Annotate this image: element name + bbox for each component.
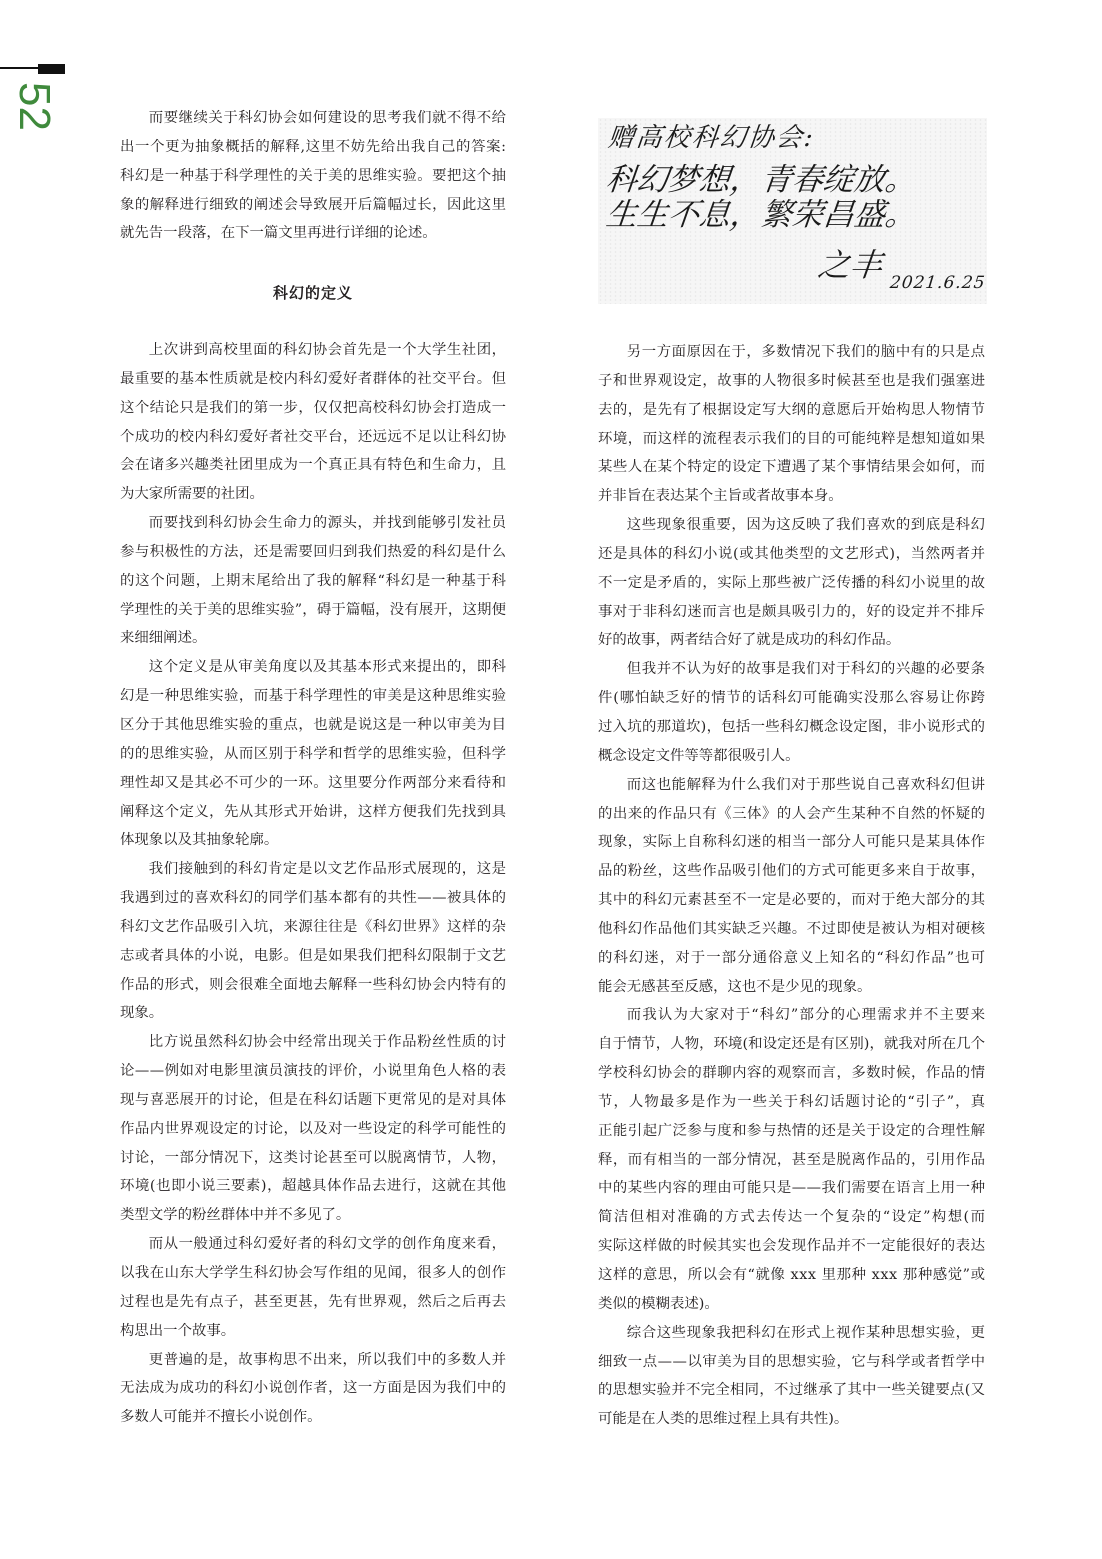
signature: 之丰 [816,246,885,284]
text-line: 中的某些内容的理由可能只是——我们需要在语言上用一种 [598,1180,986,1197]
page-number: 52 [10,82,59,131]
text-line: 不一定是矛盾的，实际上那些被广泛传播的科幻小说里的故 [598,574,986,591]
text-line: 细致一点——以审美为目的思想实验，它与科学或者哲学中 [598,1353,986,1370]
text-line: 区分于其他思维实验的重点，也就是说这是一种以审美为目 [120,716,507,733]
text-line: 以我在山东大学学生科幻协会写作组的见闻，很多人的创作 [120,1265,507,1281]
text-line: 的科幻迷，对于一部分通俗意义上知名的“科幻作品”也可 [598,949,987,966]
text-line: 科幻是一种基于科学理性的关于美的思维实验。要把这个抽 [120,167,507,184]
body-paragraph [598,655,985,770]
text-line: 的的思维实验，从而区别于科学和哲学的思维实验，但科学 [120,745,507,762]
text-line: 的思想实验并不完全相同，不过继承了其中一些关键要点(又 [598,1382,986,1399]
body-paragraph [598,1319,985,1434]
text-line: 这样的意思，所以会有“就像 xxx 里那种 xxx 那种感觉”或 [598,1267,986,1283]
text-line: 为大家所需要的社团。 [120,486,264,503]
page-marker-bar [38,64,65,74]
body-paragraph [120,1346,506,1433]
text-line: 个成功的校内科幻爱好者社交平台，还远远不足以让科幻协 [120,428,507,445]
text-line: 环境(也即小说三要素)，超越具体作品去进行，这就在其他 [120,1178,507,1195]
text-line: 环境，而这样的流程表示我们的目的可能纯粹是想知道如果 [598,430,986,447]
text-line: 去的，是先有了根据设定写大纲的意愿后开始构思人物情节 [598,401,986,418]
inscription-line: 赠高校科幻协会: [606,123,817,153]
text-line: 实际这样做的时候其实也会发现作品并不一定能很好的表达 [598,1238,986,1255]
text-line: 幻是一种思维实验，而基于科学理性的审美是这种思维实验 [120,688,507,705]
body-paragraph [598,338,985,511]
text-line: 这些现象很重要，因为这反映了我们喜欢的到底是科幻 [626,517,986,534]
body-paragraph [120,336,506,509]
text-line: 子和世界观设定，故事的人物很多时候甚至也是我们强塞进 [598,372,986,389]
text-line: 事对于非科幻迷而言也是颇具吸引力的，好的设定并不排斥 [598,603,986,620]
left-column-body [120,336,506,1432]
text-line: 而要找到科幻协会生命力的源头，并找到能够引发社员 [148,515,507,532]
right-column-body [598,338,985,1434]
text-line: 其中的科幻元素甚至不一定是必要的，而对于绝大部分的其 [598,892,986,909]
text-line: 概念设定文件等等都很吸引人。 [598,747,800,764]
text-line: 的出来的作品只有《三体》的人会产生某种不自然的怀疑的 [598,805,986,822]
text-line: 件(哪怕缺乏好的情节的话科幻可能确实没那么容易让你跨 [598,690,986,707]
text-line: 自于情节，人物，环境(和设定还是有区别)，就我对所在几个 [598,1036,986,1053]
text-line: 阐释这个定义，先从其形式开始讲，这样方便我们先找到具 [120,803,507,820]
body-paragraph [120,1230,506,1345]
text-line: 节，人物最多是作为一些关于科幻话题讨论的“引子”，真 [598,1093,987,1110]
text-line: 出一个更为抽象概括的解释,这里不妨先给出我自己的答案: [120,138,507,155]
text-line: 而从一般通过科幻爱好者的科幻文学的创作角度来看， [148,1236,507,1253]
text-line: 上次讲到高校里面的科幻协会首先是一个大学生社团， [148,342,507,358]
text-line: 某些人在某个特定的设定下遭遇了某个事情结果会如何，而 [598,459,986,476]
text-line: 志或者具体的小说，电影。但是如果我们把科幻限制于文艺 [120,947,507,964]
text-line: 我们接触到的科幻肯定是以文艺作品形式展现的，这是 [148,861,507,878]
text-line: 他科幻作品他们其实缺乏兴趣。不过即使是被认为相对硬核 [598,920,986,937]
text-line: 会在诸多兴趣类社团里成为一个真正具有特色和生命力，且 [120,457,507,474]
body-paragraph [598,771,985,1002]
body-paragraph [598,511,985,655]
text-line: 正能引起广泛参与度和参与热情的还是关于设定的合理性解 [598,1122,986,1139]
text-line: 过程也是先有点子，甚至更甚，先有世界观，然后之后再去 [120,1293,507,1310]
text-line: 最重要的基本性质就是校内科幻爱好者群体的社交平台。但 [120,370,507,387]
body-paragraph [120,509,506,653]
text-line: 能会无感甚至反感，这也不是少见的现象。 [598,978,872,995]
text-line: 类似的模糊表述)。 [598,1295,719,1312]
text-line: 象的解释进行细致的阐述会导致展开后篇幅过长，因此这里 [120,196,507,213]
text-line: 的这个问题，上期末尾给出了我的解释“科幻是一种基于科 [120,572,507,589]
section-heading: 科幻的定义 [272,284,353,302]
text-line: 这个定义是从审美角度以及其基本形式来提出的，即科 [148,659,507,676]
text-line: 现象，实际上自称科幻迷的相当一部分人可能只是某具体作 [598,834,986,851]
handwritten-inscription [598,118,987,304]
text-line: 科幻文艺作品吸引入坑，来源往往是《科幻世界》这样的杂 [120,918,507,935]
body-paragraph [120,855,506,1028]
text-line: 另一方面原因在于，多数情况下我们的脑中有的只是点 [626,344,986,360]
text-line: 多数人可能并不擅长小说创作。 [120,1409,322,1426]
text-line: 现象。 [120,1005,164,1022]
text-line: 讨论，一部分情况下，这类讨论甚至可以脱离情节，人物， [120,1149,507,1166]
text-line: 可能是在人类的思维过程上具有共性)。 [598,1411,849,1428]
text-line: 综合这些现象我把科幻在形式上视作某种思想实验，更 [626,1324,986,1341]
page-marker-line [0,67,40,69]
text-line: 体现象以及其抽象轮廓。 [120,832,279,849]
text-line: 现与喜恶展开的讨论，但是在科幻话题下更常见的是对具体 [120,1091,507,1108]
inscription-date: 2021.6.25 [888,273,987,293]
text-line: 还是具体的科幻小说(或其他类型的文艺形式)，当然两者并 [598,545,986,562]
text-line: 但我并不认为好的故事是我们对于科幻的兴趣的必要条 [626,661,986,678]
text-line: 类型文学的粉丝群体中并不多见了。 [120,1207,351,1224]
text-line: 并非旨在表达某个主旨或者故事本身。 [598,488,843,505]
text-line: 来细细阐述。 [120,630,207,647]
intro-paragraph [120,104,506,248]
text-line: 学理性的关于美的思维实验”，碍于篇幅，没有展开，这期便 [120,601,507,618]
text-line: 而这也能解释为什么我们对于那些说自己喜欢科幻但讲 [626,776,986,793]
text-line: 品的粉丝，这些作品吸引他们的方式可能更多来自于故事， [598,863,986,880]
text-line: 而要继续关于科幻协会如何建设的思考我们就不得不给 [148,110,507,126]
text-line: 过入坑的那道坎)，包括一些科幻概念设定图，非小说形式的 [598,718,986,735]
text-line: 无法成为成功的科幻小说创作者，这一方面是因为我们中的 [120,1380,507,1397]
text-line: 简洁但相对准确的方式去传达一个复杂的“设定”构想(而 [598,1209,987,1226]
body-paragraph [120,1028,506,1230]
text-line: 作品的形式，则会很难全面地去解释一些科幻协会内特有的 [120,976,507,993]
inscription-line: 科幻梦想，青春绽放。 [604,162,918,198]
text-line: 就先告一段落，在下一篇文里再进行详细的论述。 [120,225,437,242]
body-paragraph [598,1001,985,1318]
text-line: 理性却又是其必不可少的一环。这里要分作两部分来看待和 [120,774,507,791]
text-line: 作品内世界观设定的讨论，以及对一些设定的科学可能性的 [120,1120,507,1137]
text-line: 学校科幻协会的群聊内容的观察而言，多数时候，作品的情 [598,1065,986,1082]
inscription-line: 生生不息，繁荣昌盛。 [604,197,918,233]
text-line: 我遇到过的喜欢科幻的同学们基本都有的共性——被具体的 [120,890,507,907]
text-line: 好的故事，两者结合好了就是成功的科幻作品。 [598,632,901,649]
text-line: 释，而有相当的一部分情况，甚至是脱离作品的，引用作品 [598,1151,986,1168]
text-line: 这个结论只是我们的第一步，仅仅把高校科幻协会打造成一 [120,399,507,416]
text-line: 比方说虽然科幻协会中经常出现关于作品粉丝性质的讨 [148,1034,507,1051]
text-line: 构思出一个故事。 [120,1322,236,1339]
text-line: 而我认为大家对于“科幻”部分的心理需求并不主要来 [626,1007,987,1024]
body-paragraph [120,653,506,855]
text-line: 更普遍的是，故事构思不出来，所以我们中的多数人并 [148,1351,507,1368]
text-line: 论——例如对电影里演员演技的评价，小说里角色人格的表 [120,1063,507,1080]
text-line: 参与积极性的方法，还是需要回归到我们热爱的科幻是什么 [120,543,507,560]
